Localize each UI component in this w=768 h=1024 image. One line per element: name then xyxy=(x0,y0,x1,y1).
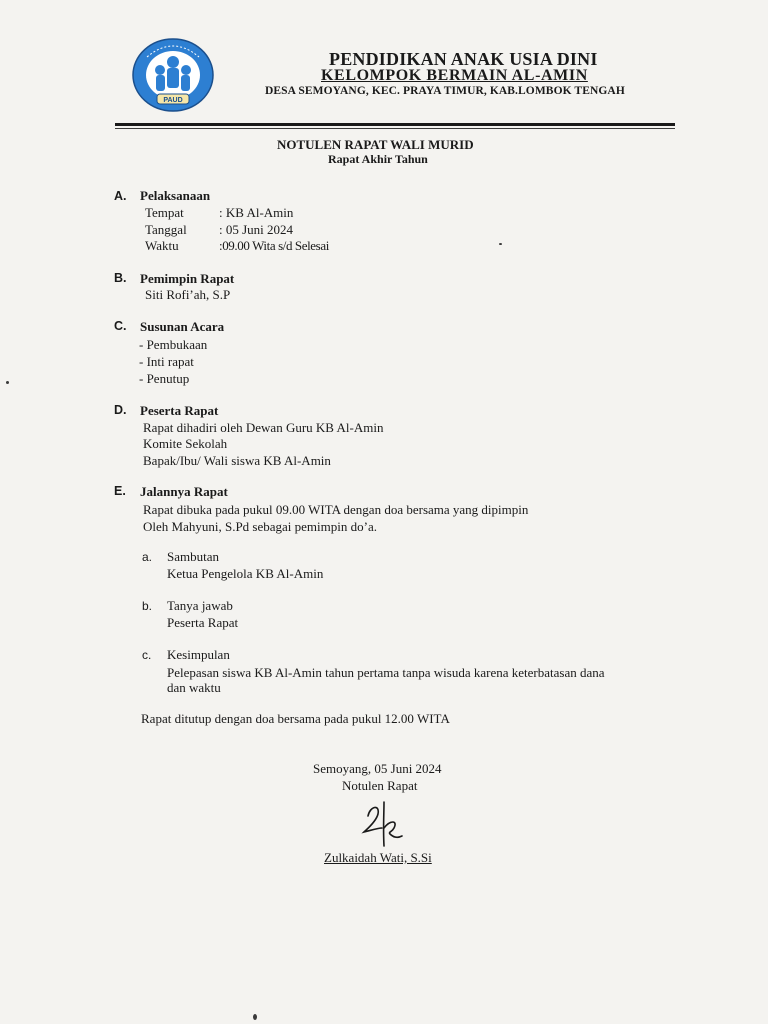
waktu-label: Waktu xyxy=(145,238,179,253)
section-d-letter: D. xyxy=(114,403,127,417)
sub-item-letter: b. xyxy=(142,599,153,613)
section-d-title: Peserta Rapat xyxy=(140,403,219,418)
waktu-value: :09.00 Wita s/d Selesai xyxy=(219,238,329,253)
sub-item-detail: dan waktu xyxy=(167,680,221,695)
sub-item-detail: Peserta Rapat xyxy=(167,615,239,630)
tempat-label: Tempat xyxy=(145,205,184,220)
meeting-closing-note: Rapat ditutup dengan doa bersama pada pukul 12.00 WITA xyxy=(141,711,450,726)
section-c-letter: C. xyxy=(114,319,127,333)
scan-speck xyxy=(6,381,9,384)
section-b-letter: B. xyxy=(114,271,127,285)
agenda-item: - Pembukaan xyxy=(139,337,208,352)
meeting-leader-name: Siti Rofi’ah, S.P xyxy=(145,287,231,302)
agenda-item: - Penutup xyxy=(139,371,190,386)
handwritten-signature-icon xyxy=(360,798,408,850)
proceedings-intro-line: Rapat dibuka pada pukul 09.00 WITA dengan doa bersama yang dipimpin xyxy=(143,502,529,517)
sub-item-letter: c. xyxy=(142,648,152,662)
section-b-title: Pemimpin Rapat xyxy=(140,271,235,286)
section-c-title: Susunan Acara xyxy=(140,319,225,334)
participant-item: Rapat dihadiri oleh Dewan Guru KB Al-Amin xyxy=(143,420,384,435)
sub-item-letter: a. xyxy=(142,550,153,564)
sub-item-title: Sambutan xyxy=(167,549,219,564)
scan-speck xyxy=(499,243,502,245)
group-name: KELOMPOK BERMAIN AL-AMIN xyxy=(321,67,588,84)
participant-item: Komite Sekolah xyxy=(143,436,228,451)
tanggal-label: Tanggal xyxy=(145,222,187,237)
sub-item-title: Kesimpulan xyxy=(167,647,230,662)
letterhead-divider-thin xyxy=(115,128,675,129)
svg-text:PAUD: PAUD xyxy=(163,97,183,104)
signer-name: Zulkaidah Wati, S.Si xyxy=(324,850,432,865)
signoff-place-date: Semoyang, 05 Juni 2024 xyxy=(313,761,442,776)
document-subtitle: Rapat Akhir Tahun xyxy=(328,152,428,166)
paud-logo-icon xyxy=(131,37,215,113)
signoff-role: Notulen Rapat xyxy=(342,778,418,793)
letterhead-divider-thick xyxy=(115,123,675,126)
institution-name: PENDIDIKAN ANAK USIA DINI xyxy=(329,49,598,69)
section-a-title: Pelaksanaan xyxy=(140,188,211,203)
sub-item-detail: Ketua Pengelola KB Al-Amin xyxy=(167,566,324,581)
section-a-letter: A. xyxy=(114,189,127,203)
address: DESA SEMOYANG, KEC. PRAYA TIMUR, KAB.LOMBOK TENGAH xyxy=(265,85,625,97)
scan-speck xyxy=(253,1014,257,1020)
agenda-item: - Inti rapat xyxy=(139,354,194,369)
section-e-title: Jalannya Rapat xyxy=(140,484,228,499)
section-e-letter: E. xyxy=(114,484,126,498)
tempat-value: : KB Al-Amin xyxy=(219,205,294,220)
sub-item-title: Tanya jawab xyxy=(167,598,233,613)
participant-item: Bapak/Ibu/ Wali siswa KB Al-Amin xyxy=(143,453,331,468)
sub-item-detail: Pelepasan siswa KB Al-Amin tahun pertama tanpa wisuda karena keterbatasan dana xyxy=(167,665,605,680)
tanggal-value: : 05 Juni 2024 xyxy=(219,222,294,237)
proceedings-intro-line: Oleh Mahyuni, S.Pd sebagai pemimpin do’a. xyxy=(143,519,377,534)
document-title: NOTULEN RAPAT WALI MURID xyxy=(277,137,474,152)
